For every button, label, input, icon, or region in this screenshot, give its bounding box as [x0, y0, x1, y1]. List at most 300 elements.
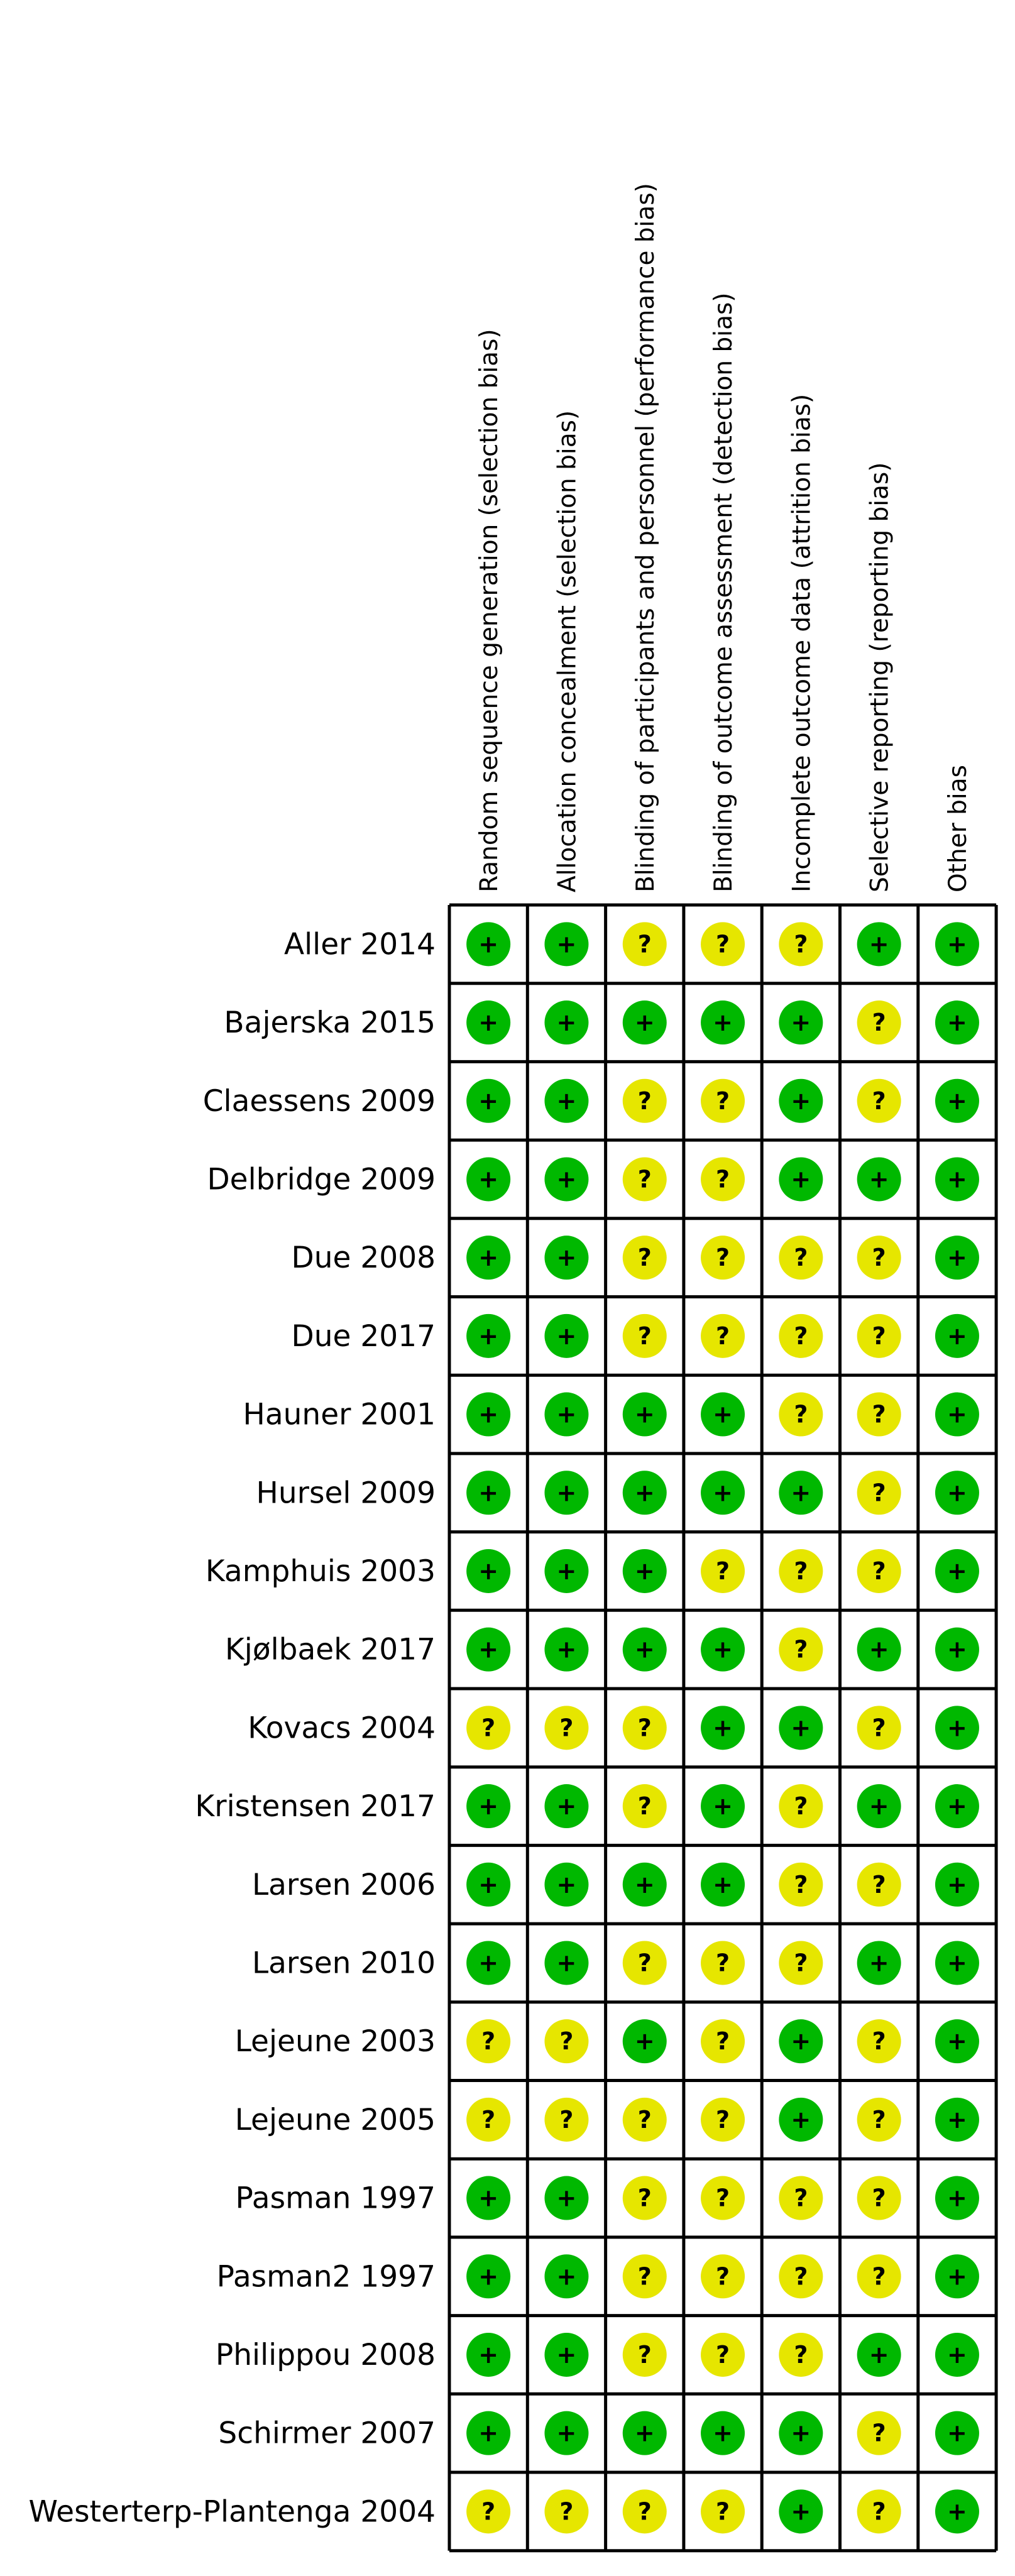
- unclear-risk-symbol: ?: [794, 1400, 808, 1428]
- judgement-unclear-risk-r12-c3: [623, 1784, 667, 1828]
- judgement-low-risk-r3-c7: [935, 1079, 979, 1123]
- low-risk-symbol: +: [791, 2419, 811, 2447]
- unclear-risk-symbol: ?: [872, 1009, 886, 1037]
- low-risk-symbol: +: [634, 1557, 655, 1585]
- judgement-unclear-risk-r17-c5: [779, 2176, 823, 2220]
- judgement-low-risk-r7-c3: [623, 1393, 667, 1437]
- low-risk-symbol: +: [713, 1400, 733, 1428]
- low-risk-symbol: +: [478, 1165, 499, 1193]
- judgement-unclear-risk-r11-c3: [623, 1706, 667, 1750]
- unclear-risk-symbol: ?: [716, 2105, 730, 2134]
- low-risk-symbol: +: [556, 1479, 577, 1507]
- unclear-risk-symbol: ?: [794, 1557, 808, 1585]
- unclear-risk-symbol: ?: [872, 1400, 886, 1428]
- low-risk-symbol: +: [947, 1244, 967, 1272]
- judgement-low-risk-r18-c2: [544, 2254, 588, 2298]
- judgement-low-risk-r20-c4: [701, 2411, 745, 2455]
- unclear-risk-symbol: ?: [637, 2262, 652, 2291]
- low-risk-symbol: +: [791, 1714, 811, 1742]
- low-risk-symbol: +: [556, 1244, 577, 1272]
- judgement-unclear-risk-r16-c4: [701, 2098, 745, 2142]
- unclear-risk-symbol: ?: [872, 2184, 886, 2212]
- unclear-risk-symbol: ?: [716, 1557, 730, 1585]
- unclear-risk-symbol: ?: [637, 2497, 652, 2526]
- unclear-risk-symbol: ?: [716, 2027, 730, 2056]
- unclear-risk-symbol: ?: [637, 2184, 652, 2212]
- unclear-risk-symbol: ?: [794, 1949, 808, 1977]
- judgement-unclear-risk-r21-c4: [701, 2489, 745, 2533]
- study-label-19: Philippou 2008: [215, 2337, 436, 2372]
- unclear-risk-symbol: ?: [637, 1244, 652, 1272]
- judgement-symbols: [466, 922, 979, 2533]
- judgement-unclear-risk-r21-c6: [857, 2489, 901, 2533]
- judgement-low-risk-r2-c7: [935, 1000, 979, 1044]
- judgement-low-risk-r10-c4: [701, 1628, 745, 1672]
- judgement-low-risk-r11-c4: [701, 1706, 745, 1750]
- judgement-unclear-risk-r11-c1: [466, 1706, 510, 1750]
- low-risk-symbol: +: [478, 1400, 499, 1428]
- unclear-risk-symbol: ?: [716, 1244, 730, 1272]
- judgement-low-risk-r20-c7: [935, 2411, 979, 2455]
- low-risk-symbol: +: [947, 2262, 967, 2291]
- low-risk-symbol: +: [556, 1165, 577, 1193]
- unclear-risk-symbol: ?: [559, 1714, 574, 1742]
- judgement-unclear-risk-r15-c6: [857, 2019, 901, 2063]
- judgement-low-risk-r3-c2: [544, 1079, 588, 1123]
- low-risk-symbol: +: [634, 1009, 655, 1037]
- unclear-risk-symbol: ?: [481, 2105, 496, 2134]
- judgement-low-risk-r19-c7: [935, 2333, 979, 2377]
- low-risk-symbol: +: [947, 1009, 967, 1037]
- judgement-unclear-risk-r20-c6: [857, 2411, 901, 2455]
- low-risk-symbol: +: [556, 930, 577, 958]
- study-label-3: Claessens 2009: [202, 1083, 436, 1119]
- judgement-unclear-risk-r17-c4: [701, 2176, 745, 2220]
- judgement-low-risk-r7-c2: [544, 1393, 588, 1437]
- low-risk-symbol: +: [869, 1792, 889, 1821]
- low-risk-symbol: +: [869, 930, 889, 958]
- judgement-low-risk-r6-c2: [544, 1314, 588, 1358]
- low-risk-symbol: +: [713, 1635, 733, 1663]
- low-risk-symbol: +: [947, 1557, 967, 1585]
- low-risk-symbol: +: [869, 1949, 889, 1977]
- low-risk-symbol: +: [478, 1009, 499, 1037]
- unclear-risk-symbol: ?: [637, 1322, 652, 1350]
- study-label-20: Schirmer 2007: [218, 2416, 436, 2451]
- judgement-low-risk-r12-c4: [701, 1784, 745, 1828]
- low-risk-symbol: +: [947, 1479, 967, 1507]
- domain-column-headers: [475, 183, 972, 892]
- judgement-unclear-risk-r6-c5: [779, 1314, 823, 1358]
- judgement-unclear-risk-r15-c4: [701, 2019, 745, 2063]
- judgement-unclear-risk-r11-c2: [544, 1706, 588, 1750]
- unclear-risk-symbol: ?: [872, 1557, 886, 1585]
- low-risk-symbol: +: [556, 2419, 577, 2447]
- unclear-risk-symbol: ?: [559, 2027, 574, 2056]
- low-risk-symbol: +: [869, 1635, 889, 1663]
- judgement-low-risk-r7-c4: [701, 1393, 745, 1437]
- judgement-low-risk-r12-c2: [544, 1784, 588, 1828]
- judgement-unclear-risk-r18-c6: [857, 2254, 901, 2298]
- unclear-risk-symbol: ?: [481, 2027, 496, 2056]
- unclear-risk-symbol: ?: [716, 1322, 730, 1350]
- low-risk-symbol: +: [556, 1400, 577, 1428]
- low-risk-symbol: +: [947, 1949, 967, 1977]
- judgement-low-risk-r8-c3: [623, 1471, 667, 1515]
- judgement-low-risk-r20-c1: [466, 2411, 510, 2455]
- unclear-risk-symbol: ?: [637, 2340, 652, 2369]
- low-risk-symbol: +: [478, 2184, 499, 2212]
- unclear-risk-symbol: ?: [872, 1870, 886, 1899]
- low-risk-symbol: +: [556, 1949, 577, 1977]
- judgement-low-risk-r13-c1: [466, 1863, 510, 1907]
- study-label-15: Lejeune 2003: [234, 2024, 436, 2059]
- judgement-low-risk-r19-c6: [857, 2333, 901, 2377]
- judgement-low-risk-r6-c1: [466, 1314, 510, 1358]
- judgement-unclear-risk-r1-c3: [623, 922, 667, 966]
- low-risk-symbol: +: [478, 2262, 499, 2291]
- judgement-unclear-risk-r10-c5: [779, 1628, 823, 1672]
- judgement-low-risk-r20-c2: [544, 2411, 588, 2455]
- unclear-risk-symbol: ?: [716, 1949, 730, 1977]
- unclear-risk-symbol: ?: [872, 1714, 886, 1742]
- judgement-low-risk-r14-c6: [857, 1941, 901, 1985]
- unclear-risk-symbol: ?: [794, 2340, 808, 2369]
- judgement-unclear-risk-r6-c3: [623, 1314, 667, 1358]
- domain-header-6: Selective reporting (reporting bias): [865, 462, 894, 892]
- judgement-unclear-risk-r19-c5: [779, 2333, 823, 2377]
- judgement-low-risk-r15-c5: [779, 2019, 823, 2063]
- judgement-unclear-risk-r5-c5: [779, 1236, 823, 1280]
- low-risk-symbol: +: [713, 1479, 733, 1507]
- unclear-risk-symbol: ?: [872, 2419, 886, 2447]
- judgement-low-risk-r21-c5: [779, 2489, 823, 2533]
- unclear-risk-symbol: ?: [794, 1792, 808, 1821]
- low-risk-symbol: +: [556, 1792, 577, 1821]
- low-risk-symbol: +: [478, 1557, 499, 1585]
- unclear-risk-symbol: ?: [872, 2262, 886, 2291]
- low-risk-symbol: +: [478, 1087, 499, 1115]
- study-label-10: Kjølbaek 2017: [224, 1632, 436, 1667]
- low-risk-symbol: +: [713, 1714, 733, 1742]
- judgement-low-risk-r15-c7: [935, 2019, 979, 2063]
- low-risk-symbol: +: [869, 1165, 889, 1193]
- judgement-low-risk-r10-c3: [623, 1628, 667, 1672]
- low-risk-symbol: +: [478, 930, 499, 958]
- low-risk-symbol: +: [947, 1400, 967, 1428]
- judgement-unclear-risk-r18-c3: [623, 2254, 667, 2298]
- judgement-unclear-risk-r6-c6: [857, 1314, 901, 1358]
- low-risk-symbol: +: [713, 1870, 733, 1899]
- study-label-6: Due 2017: [291, 1318, 436, 1354]
- judgement-low-risk-r12-c1: [466, 1784, 510, 1828]
- unclear-risk-symbol: ?: [872, 1087, 886, 1115]
- judgement-low-risk-r15-c3: [623, 2019, 667, 2063]
- judgement-unclear-risk-r5-c4: [701, 1236, 745, 1280]
- judgement-low-risk-r12-c6: [857, 1784, 901, 1828]
- judgement-low-risk-r3-c1: [466, 1079, 510, 1123]
- judgement-low-risk-r18-c1: [466, 2254, 510, 2298]
- judgement-low-risk-r10-c2: [544, 1628, 588, 1672]
- study-label-21: Westerterp-Plantenga 2004: [28, 2494, 436, 2529]
- judgement-low-risk-r17-c7: [935, 2176, 979, 2220]
- low-risk-symbol: +: [791, 2497, 811, 2526]
- judgement-low-risk-r2-c3: [623, 1000, 667, 1044]
- low-risk-symbol: +: [791, 1087, 811, 1115]
- judgement-low-risk-r9-c2: [544, 1549, 588, 1593]
- study-label-18: Pasman2 1997: [216, 2259, 436, 2294]
- unclear-risk-symbol: ?: [872, 2027, 886, 2056]
- low-risk-symbol: +: [478, 1792, 499, 1821]
- low-risk-symbol: +: [634, 2027, 655, 2056]
- judgement-low-risk-r3-c5: [779, 1079, 823, 1123]
- study-label-12: Kristensen 2017: [195, 1789, 436, 1824]
- judgement-low-risk-r9-c1: [466, 1549, 510, 1593]
- unclear-risk-symbol: ?: [794, 1322, 808, 1350]
- judgement-low-risk-r16-c5: [779, 2098, 823, 2142]
- study-label-17: Pasman 1997: [235, 2181, 436, 2216]
- study-label-11: Kovacs 2004: [248, 1711, 436, 1746]
- judgement-unclear-risk-r11-c6: [857, 1706, 901, 1750]
- domain-header-2: Allocation concealment (selection bias): [553, 410, 582, 892]
- unclear-risk-symbol: ?: [559, 2497, 574, 2526]
- judgement-unclear-risk-r8-c6: [857, 1471, 901, 1515]
- judgement-low-risk-r8-c5: [779, 1471, 823, 1515]
- low-risk-symbol: +: [556, 2340, 577, 2369]
- low-risk-symbol: +: [947, 1087, 967, 1115]
- unclear-risk-symbol: ?: [794, 2262, 808, 2291]
- low-risk-symbol: +: [634, 1870, 655, 1899]
- unclear-risk-symbol: ?: [794, 1870, 808, 1899]
- study-row-labels: [28, 927, 436, 2529]
- judgement-unclear-risk-r16-c1: [466, 2098, 510, 2142]
- judgement-unclear-risk-r9-c5: [779, 1549, 823, 1593]
- unclear-risk-symbol: ?: [872, 1244, 886, 1272]
- low-risk-symbol: +: [791, 2105, 811, 2134]
- judgement-low-risk-r1-c6: [857, 922, 901, 966]
- unclear-risk-symbol: ?: [716, 930, 730, 958]
- judgement-low-risk-r4-c5: [779, 1157, 823, 1201]
- unclear-risk-symbol: ?: [637, 1792, 652, 1821]
- judgement-unclear-risk-r14-c3: [623, 1941, 667, 1985]
- unclear-risk-symbol: ?: [716, 2497, 730, 2526]
- study-label-7: Hauner 2001: [243, 1397, 436, 1432]
- study-label-8: Hursel 2009: [256, 1476, 436, 1511]
- judgement-unclear-risk-r17-c3: [623, 2176, 667, 2220]
- low-risk-symbol: +: [947, 2497, 967, 2526]
- judgement-low-risk-r17-c1: [466, 2176, 510, 2220]
- unclear-risk-symbol: ?: [716, 2262, 730, 2291]
- low-risk-symbol: +: [478, 1870, 499, 1899]
- judgement-unclear-risk-r14-c5: [779, 1941, 823, 1985]
- judgement-unclear-risk-r16-c2: [544, 2098, 588, 2142]
- judgement-low-risk-r1-c7: [935, 922, 979, 966]
- judgement-low-risk-r6-c7: [935, 1314, 979, 1358]
- low-risk-symbol: +: [947, 1635, 967, 1663]
- low-risk-symbol: +: [947, 2184, 967, 2212]
- judgement-low-risk-r1-c2: [544, 922, 588, 966]
- low-risk-symbol: +: [791, 1009, 811, 1037]
- unclear-risk-symbol: ?: [716, 1087, 730, 1115]
- low-risk-symbol: +: [556, 1870, 577, 1899]
- judgement-low-risk-r14-c1: [466, 1941, 510, 1985]
- judgement-low-risk-r8-c4: [701, 1471, 745, 1515]
- judgement-unclear-risk-r4-c3: [623, 1157, 667, 1201]
- judgement-low-risk-r11-c7: [935, 1706, 979, 1750]
- judgement-low-risk-r16-c7: [935, 2098, 979, 2142]
- judgement-low-risk-r14-c7: [935, 1941, 979, 1985]
- judgement-low-risk-r12-c7: [935, 1784, 979, 1828]
- low-risk-symbol: +: [713, 1009, 733, 1037]
- judgement-unclear-risk-r3-c4: [701, 1079, 745, 1123]
- unclear-risk-symbol: ?: [716, 2340, 730, 2369]
- domain-header-1: Random sequence generation (selection bias): [475, 329, 504, 892]
- judgement-low-risk-r14-c2: [544, 1941, 588, 1985]
- unclear-risk-symbol: ?: [637, 2105, 652, 2134]
- judgement-unclear-risk-r7-c5: [779, 1393, 823, 1437]
- judgement-low-risk-r21-c7: [935, 2489, 979, 2533]
- judgement-low-risk-r9-c3: [623, 1549, 667, 1593]
- judgement-low-risk-r10-c6: [857, 1628, 901, 1672]
- judgement-low-risk-r2-c1: [466, 1000, 510, 1044]
- low-risk-symbol: +: [478, 2340, 499, 2369]
- judgement-low-risk-r7-c7: [935, 1393, 979, 1437]
- judgement-unclear-risk-r15-c1: [466, 2019, 510, 2063]
- judgement-low-risk-r1-c1: [466, 922, 510, 966]
- judgement-low-risk-r9-c7: [935, 1549, 979, 1593]
- low-risk-symbol: +: [791, 2027, 811, 2056]
- low-risk-symbol: +: [556, 2262, 577, 2291]
- judgement-unclear-risk-r12-c5: [779, 1784, 823, 1828]
- unclear-risk-symbol: ?: [637, 1165, 652, 1193]
- judgement-low-risk-r20-c5: [779, 2411, 823, 2455]
- unclear-risk-symbol: ?: [637, 1949, 652, 1977]
- judgement-low-risk-r18-c7: [935, 2254, 979, 2298]
- unclear-risk-symbol: ?: [481, 2497, 496, 2526]
- domain-header-4: Blinding of outcome assessment (detection bias): [710, 292, 738, 892]
- judgement-unclear-risk-r1-c4: [701, 922, 745, 966]
- low-risk-symbol: +: [478, 2419, 499, 2447]
- low-risk-symbol: +: [556, 1635, 577, 1663]
- low-risk-symbol: +: [947, 2027, 967, 2056]
- low-risk-symbol: +: [478, 1479, 499, 1507]
- low-risk-symbol: +: [634, 1400, 655, 1428]
- unclear-risk-symbol: ?: [559, 2105, 574, 2134]
- low-risk-symbol: +: [713, 2419, 733, 2447]
- low-risk-symbol: +: [869, 2340, 889, 2369]
- study-label-1: Aller 2014: [283, 927, 436, 962]
- judgement-low-risk-r10-c7: [935, 1628, 979, 1672]
- low-risk-symbol: +: [556, 2184, 577, 2212]
- judgement-unclear-risk-r21-c2: [544, 2489, 588, 2533]
- unclear-risk-symbol: ?: [872, 1479, 886, 1507]
- low-risk-symbol: +: [791, 1165, 811, 1193]
- low-risk-symbol: +: [947, 1714, 967, 1742]
- study-label-13: Larsen 2006: [251, 1867, 436, 1902]
- study-label-9: Kamphuis 2003: [205, 1554, 436, 1589]
- judgement-low-risk-r11-c5: [779, 1706, 823, 1750]
- judgement-unclear-risk-r2-c6: [857, 1000, 901, 1044]
- judgement-low-risk-r4-c7: [935, 1157, 979, 1201]
- study-label-2: Bajerska 2015: [224, 1006, 436, 1041]
- judgement-low-risk-r19-c2: [544, 2333, 588, 2377]
- judgement-low-risk-r13-c4: [701, 1863, 745, 1907]
- low-risk-symbol: +: [478, 1635, 499, 1663]
- judgement-unclear-risk-r15-c2: [544, 2019, 588, 2063]
- judgement-unclear-risk-r7-c6: [857, 1393, 901, 1437]
- study-label-14: Larsen 2010: [251, 1946, 436, 1981]
- low-risk-symbol: +: [947, 2419, 967, 2447]
- low-risk-symbol: +: [947, 1165, 967, 1193]
- judgement-low-risk-r4-c6: [857, 1157, 901, 1201]
- judgement-unclear-risk-r19-c3: [623, 2333, 667, 2377]
- judgement-low-risk-r4-c2: [544, 1157, 588, 1201]
- low-risk-symbol: +: [634, 1635, 655, 1663]
- unclear-risk-symbol: ?: [794, 1635, 808, 1663]
- judgement-unclear-risk-r18-c5: [779, 2254, 823, 2298]
- unclear-risk-symbol: ?: [637, 1087, 652, 1115]
- judgement-unclear-risk-r18-c4: [701, 2254, 745, 2298]
- low-risk-symbol: +: [947, 2105, 967, 2134]
- judgement-unclear-risk-r1-c5: [779, 922, 823, 966]
- low-risk-symbol: +: [947, 1870, 967, 1899]
- judgement-unclear-risk-r16-c3: [623, 2098, 667, 2142]
- judgement-low-risk-r8-c2: [544, 1471, 588, 1515]
- low-risk-symbol: +: [947, 2340, 967, 2369]
- low-risk-symbol: +: [556, 1009, 577, 1037]
- study-label-5: Due 2008: [291, 1241, 436, 1276]
- unclear-risk-symbol: ?: [794, 930, 808, 958]
- study-label-4: Delbridge 2009: [207, 1162, 436, 1197]
- low-risk-symbol: +: [713, 1792, 733, 1821]
- low-risk-symbol: +: [634, 1479, 655, 1507]
- low-risk-symbol: +: [947, 1792, 967, 1821]
- judgement-low-risk-r13-c7: [935, 1863, 979, 1907]
- judgement-unclear-risk-r14-c4: [701, 1941, 745, 1985]
- low-risk-symbol: +: [478, 1244, 499, 1272]
- unclear-risk-symbol: ?: [481, 1714, 496, 1742]
- judgement-low-risk-r5-c1: [466, 1236, 510, 1280]
- judgement-low-risk-r2-c2: [544, 1000, 588, 1044]
- judgement-low-risk-r5-c2: [544, 1236, 588, 1280]
- judgement-unclear-risk-r5-c3: [623, 1236, 667, 1280]
- judgement-unclear-risk-r21-c1: [466, 2489, 510, 2533]
- domain-header-3: Blinding of participants and personnel (performance bias): [631, 183, 660, 892]
- judgement-low-risk-r2-c4: [701, 1000, 745, 1044]
- low-risk-symbol: +: [556, 1087, 577, 1115]
- judgement-low-risk-r8-c1: [466, 1471, 510, 1515]
- judgement-unclear-risk-r9-c4: [701, 1549, 745, 1593]
- judgement-low-risk-r19-c1: [466, 2333, 510, 2377]
- unclear-risk-symbol: ?: [794, 2184, 808, 2212]
- study-label-16: Lejeune 2005: [234, 2102, 436, 2137]
- judgement-unclear-risk-r21-c3: [623, 2489, 667, 2533]
- judgement-unclear-risk-r5-c6: [857, 1236, 901, 1280]
- unclear-risk-symbol: ?: [716, 1165, 730, 1193]
- low-risk-symbol: +: [634, 2419, 655, 2447]
- unclear-risk-symbol: ?: [872, 2497, 886, 2526]
- judgement-unclear-risk-r19-c4: [701, 2333, 745, 2377]
- unclear-risk-symbol: ?: [637, 930, 652, 958]
- judgement-unclear-risk-r9-c6: [857, 1549, 901, 1593]
- low-risk-symbol: +: [556, 1322, 577, 1350]
- domain-header-5: Incomplete outcome data (attrition bias): [787, 393, 816, 892]
- judgement-unclear-risk-r4-c4: [701, 1157, 745, 1201]
- domain-header-7: Other bias: [943, 765, 972, 892]
- judgement-unclear-risk-r13-c6: [857, 1863, 901, 1907]
- low-risk-symbol: +: [556, 1557, 577, 1585]
- unclear-risk-symbol: ?: [637, 1714, 652, 1742]
